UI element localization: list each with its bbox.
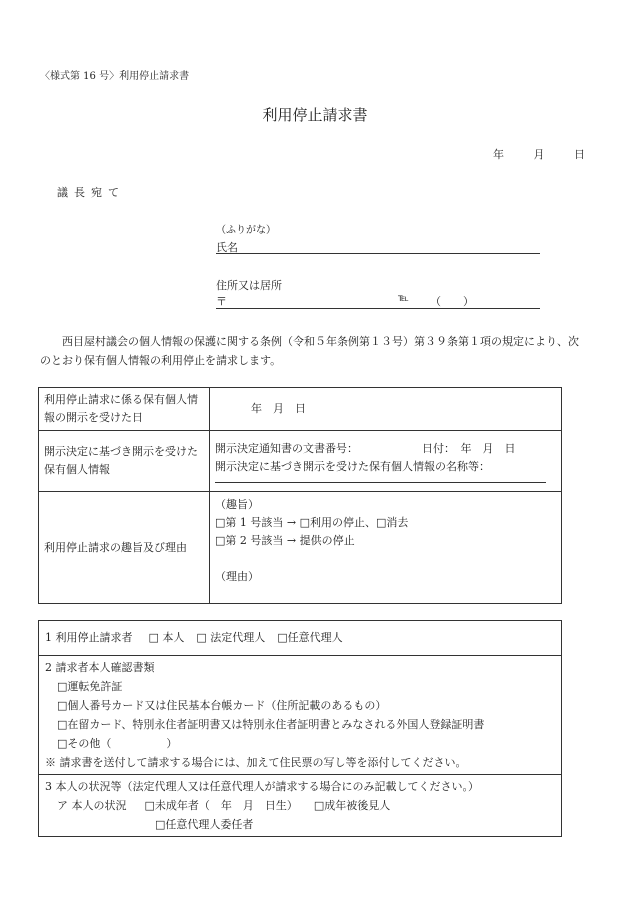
table-row	[39, 492, 562, 604]
agent-principal-checkbox[interactable]: □任意代理人委任者	[155, 818, 254, 831]
principal-status-label: ア 本人の状況	[57, 799, 127, 812]
id-documents-section	[39, 656, 561, 775]
request-table	[38, 387, 562, 604]
principal-status-row	[45, 796, 555, 815]
purpose-option-2[interactable]: □第 2 号該当 → 提供の停止	[215, 534, 355, 547]
purpose-option-1[interactable]: □第 1 号該当 → □利用の停止、□消去	[215, 516, 409, 529]
reason-heading: （理由）	[215, 570, 259, 583]
id-doc-mynumber-checkbox[interactable]: □個人番号カード又は住民基本台帳カード（住所記載のあるもの）	[57, 699, 387, 712]
name-field[interactable]	[216, 239, 540, 254]
adult-ward-checkbox[interactable]: □成年被後見人	[313, 799, 391, 812]
info-name-label: 開示決定に基づき開示を受けた保有個人情報の名称等：	[215, 459, 490, 473]
notice-date-label: 日付： 年 月 日	[422, 441, 516, 455]
id-doc-other-checkbox[interactable]: □その他（ ）	[57, 737, 178, 750]
addressee: 議長宛て	[57, 186, 125, 199]
postal-mark: 〒	[216, 295, 227, 308]
tel-area-code: （ ）	[430, 295, 474, 308]
address-field[interactable]	[216, 293, 540, 309]
table-row	[39, 431, 562, 492]
requester-agent-checkbox[interactable]: □任意代理人	[277, 631, 343, 644]
date-month-label: 月	[533, 148, 545, 161]
notice-number-label: 開示決定通知書の文書番号：	[215, 441, 358, 455]
principal-status-section	[39, 775, 561, 836]
purpose-reason-field[interactable]	[210, 492, 562, 604]
requester-legal-checkbox[interactable]: □ 法定代理人	[196, 631, 266, 644]
notice-number-row	[215, 440, 556, 458]
disclosed-date-value: 年 月 日	[251, 402, 306, 415]
requester-self-checkbox[interactable]: □ 本人	[148, 631, 185, 644]
date-day-label: 日	[574, 148, 585, 161]
info-name-underline	[215, 482, 546, 483]
id-doc-residence-checkbox[interactable]: □在留カード、特別永住者証明書又は特別永住者証明書とみなされる外国人登録証明書	[57, 718, 485, 731]
id-documents-note: ※ 請求書を送付して請求する場合には、加えて住民票の写し等を添付してください。	[45, 756, 467, 769]
disclosed-info-field[interactable]	[210, 431, 562, 492]
page-title: 利用停止請求書	[262, 106, 368, 124]
id-documents-heading: 2 請求者本人確認書類	[45, 661, 155, 674]
address-label: 住所又は居所	[216, 279, 282, 292]
id-doc-license-checkbox[interactable]: □運転免許証	[57, 680, 123, 693]
table-row	[39, 388, 562, 431]
disclosed-info-label: 開示決定に基づき開示を受けた保有個人情報	[39, 431, 210, 492]
purpose-reason-label: 利用停止請求の趣旨及び理由	[39, 492, 210, 604]
date-year-label: 年	[493, 148, 504, 161]
furigana-label: （ふりがな）	[216, 225, 276, 236]
tel-icon: ℡	[398, 293, 409, 304]
intro-paragraph: 西目屋村議会の個人情報の保護に関する条例（令和５年条例第１３号）第３９条第１項の規定により、次のとおり保有個人情報の利用停止を請求します。	[40, 335, 579, 367]
name-label: 氏名	[216, 241, 238, 254]
disclosed-date-label: 利用停止請求に係る保有個人情報の開示を受けた日	[39, 388, 210, 431]
disclosed-date-field[interactable]	[210, 388, 562, 431]
date-line	[467, 146, 585, 162]
purpose-heading: （趣旨）	[215, 498, 259, 511]
principal-status-heading: 3 本人の状況等（法定代理人又は任意代理人が請求する場合にのみ記載してください。）	[45, 780, 479, 793]
requester-type-section	[39, 621, 561, 656]
minor-checkbox[interactable]: □未成年者（ 年 月 日生）	[144, 799, 298, 812]
requester-details-box	[38, 620, 562, 837]
requester-type-label: 1 利用停止請求者	[45, 631, 133, 644]
form-number: 〈様式第 16 号〉利用停止請求書	[40, 71, 190, 82]
